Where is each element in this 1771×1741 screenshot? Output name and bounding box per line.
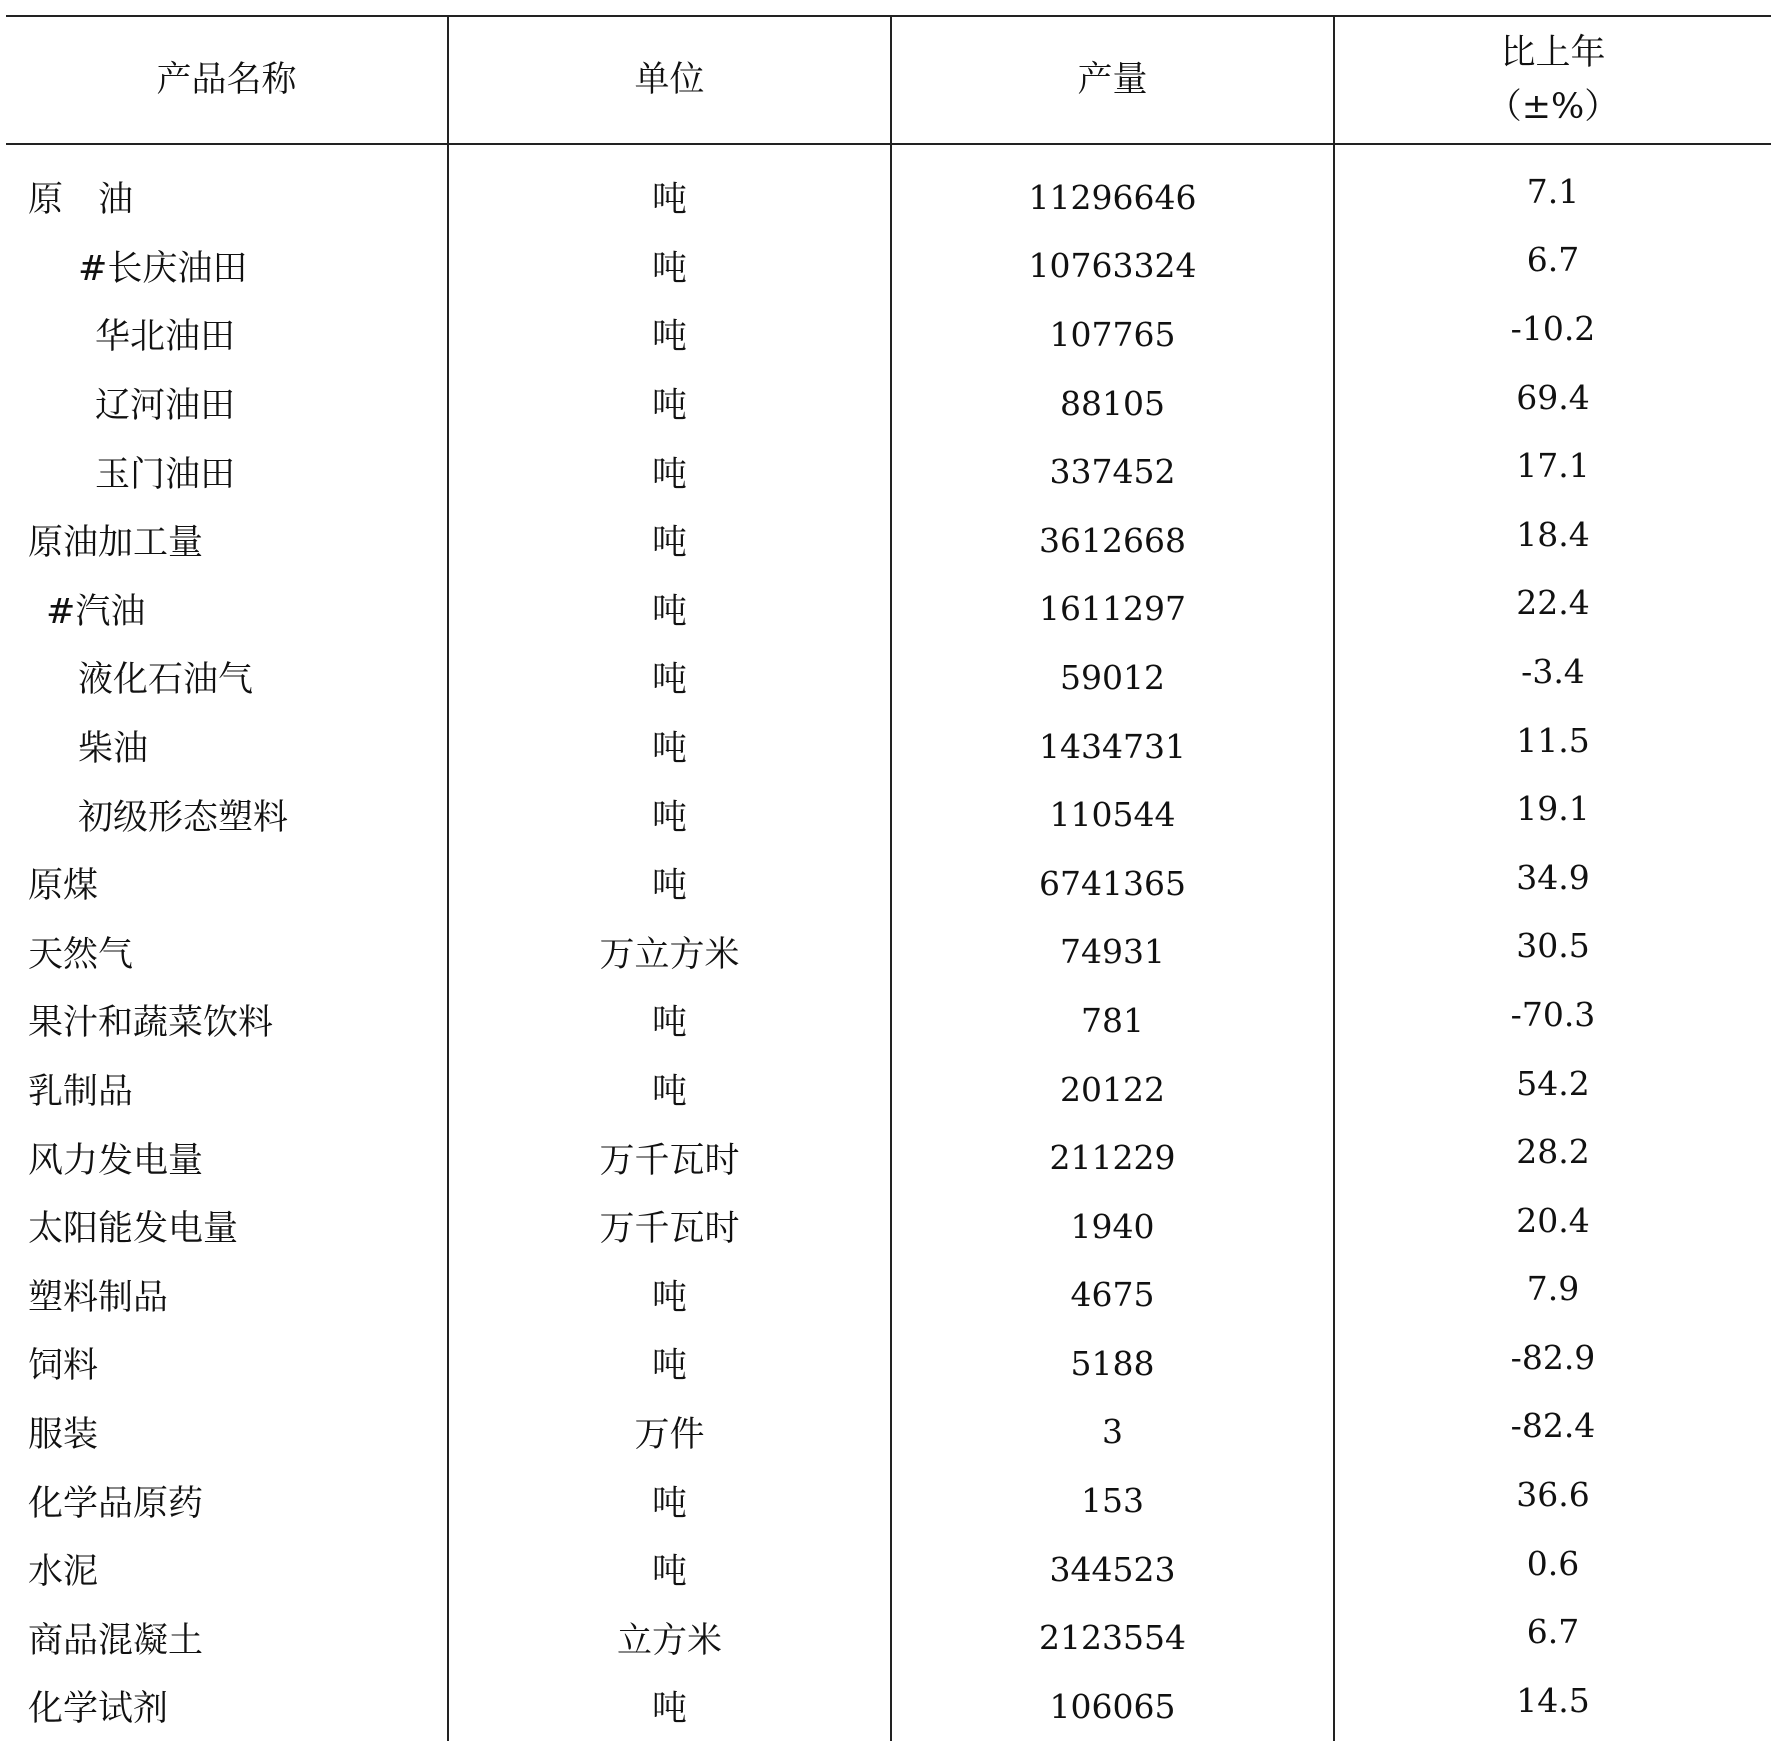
product-name-text: 柴油 [78, 729, 149, 770]
cell-change-percent: 54.2 [1334, 1049, 1771, 1118]
cell-unit: 万立方米 [448, 918, 891, 987]
cell-change-percent: 69.4 [1334, 363, 1771, 432]
cell-output: 211229 [891, 1123, 1334, 1192]
cell-output: 10763324 [891, 232, 1334, 301]
product-name-text: 果汁和蔬菜饮料 [28, 1003, 274, 1044]
table-row [6, 232, 1771, 301]
table-body [6, 144, 1771, 1741]
cell-change-percent: 6.7 [1334, 1597, 1771, 1666]
cell-product-name [6, 986, 448, 1055]
cell-change-percent: -70.3 [1334, 980, 1771, 1049]
product-output-table [6, 15, 1771, 1741]
cell-unit: 立方米 [448, 1603, 891, 1672]
table-row [6, 575, 1771, 644]
cell-output: 59012 [891, 643, 1334, 712]
cell-product-name [6, 1398, 448, 1467]
cell-change-percent: 11.5 [1334, 706, 1771, 775]
cell-output: 107765 [891, 300, 1334, 369]
header-product-name: 产品名称 [6, 16, 448, 144]
cell-product-name [6, 1466, 448, 1535]
cell-unit: 吨 [448, 643, 891, 712]
product-name-text: 液化石油气 [78, 660, 254, 701]
cell-unit: 吨 [448, 1672, 891, 1741]
cell-product-name [6, 849, 448, 918]
cell-output: 4675 [891, 1261, 1334, 1330]
product-name-text: 水泥 [28, 1552, 99, 1593]
cell-output: 153 [891, 1466, 1334, 1535]
table-row [6, 1603, 1771, 1672]
product-name-text: 原 油 [28, 180, 134, 221]
table-row [6, 643, 1771, 712]
table-row [6, 1261, 1771, 1330]
header-change [1334, 16, 1771, 144]
cell-output: 344523 [891, 1535, 1334, 1604]
cell-product-name [6, 1192, 448, 1261]
table-row [6, 1398, 1771, 1467]
product-name-text: 商品混凝土 [28, 1620, 204, 1661]
table-row [6, 1055, 1771, 1124]
product-name-text: 饲料 [28, 1346, 99, 1387]
cell-product-name [6, 437, 448, 506]
cell-output: 110544 [891, 780, 1334, 849]
product-name-text: 玉门油田 [95, 454, 236, 495]
cell-unit: 吨 [448, 1261, 891, 1330]
cell-output: 106065 [891, 1672, 1334, 1741]
cell-product-name [6, 918, 448, 987]
cell-product-name [6, 1055, 448, 1124]
cell-change-percent: -82.9 [1334, 1323, 1771, 1392]
header-row [6, 16, 1771, 144]
table-row [6, 1535, 1771, 1604]
cell-product-name [6, 643, 448, 712]
cell-change-percent: 14.5 [1334, 1666, 1771, 1735]
product-name-text: 塑料制品 [28, 1277, 169, 1318]
table-row [6, 780, 1771, 849]
table-row [6, 300, 1771, 369]
table-row [6, 918, 1771, 987]
cell-output: 6741365 [891, 849, 1334, 918]
cell-product-name [6, 712, 448, 781]
cell-unit: 吨 [448, 1466, 891, 1535]
product-name-text: #长庆油田 [78, 248, 248, 289]
cell-product-name [6, 1672, 448, 1741]
product-name-text: 太阳能发电量 [28, 1209, 239, 1250]
cell-output: 2123554 [891, 1603, 1334, 1672]
header-change-line2: （±%） [1486, 87, 1620, 127]
cell-unit: 万千瓦时 [448, 1123, 891, 1192]
cell-output: 1434731 [891, 712, 1334, 781]
cell-change-percent: -82.4 [1334, 1392, 1771, 1461]
product-name-text: 原油加工量 [28, 523, 204, 564]
product-name-text: 化学试剂 [28, 1689, 169, 1730]
table-header [6, 16, 1771, 144]
cell-change-percent: -3.4 [1334, 637, 1771, 706]
cell-change-percent: 6.7 [1334, 226, 1771, 295]
table-row [6, 144, 1771, 232]
cell-unit: 吨 [448, 1329, 891, 1398]
cell-unit: 吨 [448, 506, 891, 575]
header-unit: 单位 [448, 16, 891, 144]
cell-product-name [6, 1123, 448, 1192]
product-name-text: 风力发电量 [28, 1140, 204, 1181]
table-row [6, 1329, 1771, 1398]
cell-product-name [6, 780, 448, 849]
cell-change-percent: -10.2 [1334, 294, 1771, 363]
cell-product-name [6, 369, 448, 438]
cell-output: 74931 [891, 918, 1334, 987]
product-name-text: 原煤 [28, 866, 99, 907]
table-row [6, 437, 1771, 506]
cell-output: 781 [891, 986, 1334, 1055]
cell-change-percent: 22.4 [1334, 569, 1771, 638]
cell-output: 88105 [891, 369, 1334, 438]
table-row [6, 849, 1771, 918]
header-change-line1: 比上年 [1500, 32, 1606, 73]
cell-output: 20122 [891, 1055, 1334, 1124]
table-row [6, 506, 1771, 575]
table-row [6, 1123, 1771, 1192]
cell-change-percent: 7.9 [1334, 1255, 1771, 1324]
table-row [6, 986, 1771, 1055]
cell-change-percent: 18.4 [1334, 500, 1771, 569]
cell-unit: 吨 [448, 986, 891, 1055]
cell-output: 11296646 [891, 144, 1334, 232]
product-name-text: 初级形态塑料 [78, 797, 289, 838]
cell-output: 1611297 [891, 575, 1334, 644]
cell-product-name [6, 300, 448, 369]
cell-unit: 吨 [448, 437, 891, 506]
product-name-text: 辽河油田 [95, 386, 236, 427]
table-row [6, 1192, 1771, 1261]
cell-product-name [6, 232, 448, 301]
cell-product-name [6, 1535, 448, 1604]
cell-product-name [6, 1261, 448, 1330]
cell-product-name [6, 144, 448, 232]
cell-change-percent: 34.9 [1334, 843, 1771, 912]
cell-unit: 吨 [448, 144, 891, 232]
cell-unit: 吨 [448, 849, 891, 918]
table-row [6, 369, 1771, 438]
cell-product-name [6, 506, 448, 575]
table-row [6, 1466, 1771, 1535]
table-row [6, 712, 1771, 781]
cell-product-name [6, 1603, 448, 1672]
cell-output: 5188 [891, 1329, 1334, 1398]
cell-unit: 吨 [448, 369, 891, 438]
product-name-text: 天然气 [28, 934, 134, 975]
product-name-text: 乳制品 [28, 1072, 134, 1113]
cell-unit: 吨 [448, 575, 891, 644]
cell-output: 3 [891, 1398, 1334, 1467]
product-name-text: 服装 [28, 1414, 99, 1455]
cell-output: 337452 [891, 437, 1334, 506]
cell-unit: 万千瓦时 [448, 1192, 891, 1261]
cell-unit: 吨 [448, 300, 891, 369]
header-output: 产量 [891, 16, 1334, 144]
table-row [6, 1672, 1771, 1741]
cell-output: 3612668 [891, 506, 1334, 575]
cell-unit: 吨 [448, 712, 891, 781]
cell-product-name [6, 575, 448, 644]
product-name-text: #汽油 [46, 591, 146, 632]
cell-change-percent: 0.6 [1334, 1529, 1771, 1598]
cell-change-percent: 19.1 [1334, 774, 1771, 843]
cell-output: 1940 [891, 1192, 1334, 1261]
cell-change-percent: 20.4 [1334, 1186, 1771, 1255]
cell-product-name [6, 1329, 448, 1398]
product-name-text: 化学品原药 [28, 1483, 204, 1524]
cell-change-percent: 36.6 [1334, 1460, 1771, 1529]
cell-unit: 吨 [448, 780, 891, 849]
product-name-text: 华北油田 [95, 317, 236, 358]
cell-unit: 吨 [448, 232, 891, 301]
cell-change-percent: 7.1 [1334, 138, 1771, 226]
cell-change-percent: 28.2 [1334, 1117, 1771, 1186]
cell-change-percent: 17.1 [1334, 431, 1771, 500]
cell-unit: 吨 [448, 1055, 891, 1124]
cell-unit: 吨 [448, 1535, 891, 1604]
cell-change-percent: 30.5 [1334, 912, 1771, 981]
cell-unit: 万件 [448, 1398, 891, 1467]
